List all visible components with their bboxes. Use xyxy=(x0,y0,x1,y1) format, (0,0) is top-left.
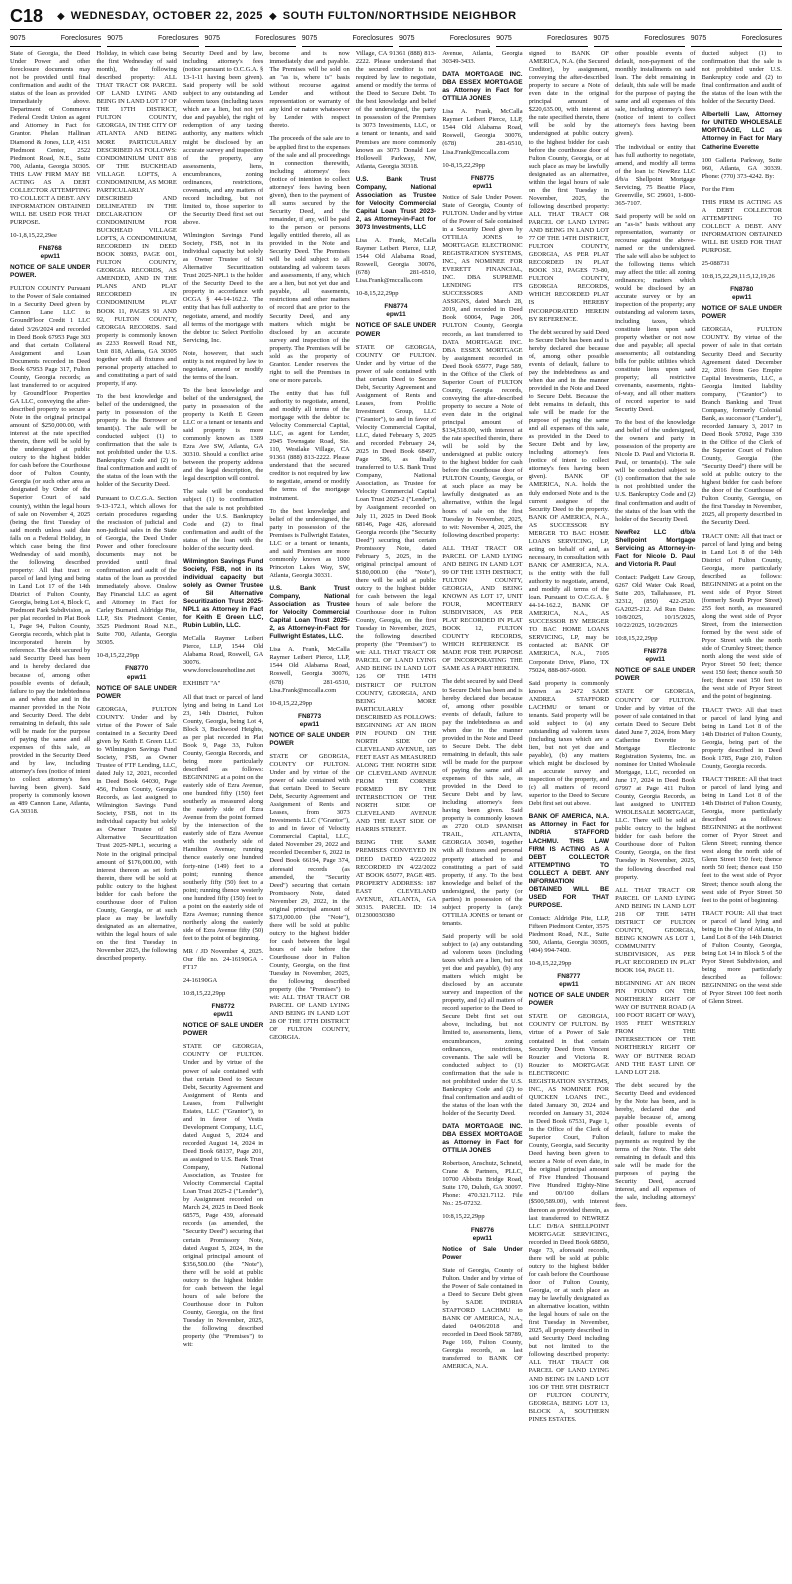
notice-paragraph: The sale will be conducted subject (1) to confirmation that the sale is not prohibited under the U.S. Bankruptcy Code and (2) to final confirmation and audit of the status of the loan with the holder of the security deed. xyxy=(182,488,264,552)
notice-column-3 xyxy=(183,50,263,1576)
page-number: C18 xyxy=(10,5,44,26)
notice-title: NOTICE OF SALE UNDER POWER xyxy=(182,1022,264,1038)
notice-paragraph: Lisa A. Frank, McCalla Raymer Leibert Pierce, LLP, 1544 Old Alabama Road, Roswell, Georgia 30076, (678) 281-6510, Lisa.Frank@mccalla.com xyxy=(355,237,437,285)
notice-paragraph: To the best knowledge and belief of the undersigned, the party in possession of the property is the Borrower or tenant(s). The sale will be conducted subject (1) to confirmation that the sale is not prohibited under the U.S. Bankruptcy Code and (2) to final confirmation and audit of the status of the loan with the holder of the Security Deed. xyxy=(96,392,177,489)
notice-code: epw11 xyxy=(731,294,752,302)
notice-paragraph: The individual or entity that has full authority to negotiate, amend, and modify all terms of the loan is: NewRez LLC d/b/a Shellpoint Mortgage Servicing, 75 Beattie Place, Greenville, SC 29601, 1-800-365-7107. xyxy=(615,143,696,207)
notice-title: NOTICE OF SALE UNDER POWER xyxy=(355,322,437,338)
diamond-separator-icon: ◆ xyxy=(57,10,65,22)
notice-id: FN8768 xyxy=(38,245,62,253)
notice-paragraph: TRACT THREE: All that tract or parcel of land lying and being in Land Lot 8 of the 14th District of Fulton County, Georgia, more particularly described as follows: BEGINNING at the northwest corner of Pryor Street and Glenn Street; running thence west along the north side of Glenn Street 150 feet; thence north 50 feet; thence east 150 feet to the west side of Pryor Street; thence south along the west side of Pryor Street 50 feet to the point of beginning. xyxy=(701,775,782,904)
firm-block: Albertelli Law, Attorney for UNITED WHOLESALE MORTGAGE, LLC as Attorney in Fact for Mary Catherine Everette xyxy=(701,111,782,151)
header-label: Foreclosures xyxy=(644,35,685,42)
notice-paragraph: Contact: Aldridge Pite, LLP, Fifteen Piedmont Center, 3575 Piedmont Road, N.E., Suite 500, Atlanta, Georgia 30305, (404) 994-7400. xyxy=(528,914,610,955)
notice-id: FN8774 xyxy=(384,303,408,311)
header-code: 9075 xyxy=(399,35,415,42)
notice-paragraph: Said property is commonly known as 2472 SADE ANDREA STAFFORD LACHMU or tenant or tenants. Said property will be sold subject to (a) any outstanding ad valorem taxes (including taxes which are a lien, but not yet due and payable), (b) any matters which might be disclosed by an accurate survey and inspection of the property, and (c) all matters of record superior to the Deed to Secure Debt first set out above. xyxy=(528,679,610,808)
notice-code: epw11 xyxy=(559,981,579,989)
run-dates: 10-8,15,22,29pp xyxy=(355,290,399,298)
column-header xyxy=(691,35,782,47)
header-code: 9075 xyxy=(10,35,26,42)
notice-paragraph: ALL THAT TRACT OR PARCEL OF LAND LYING AND BEING IN LAND LOT 99 OF THE 13TH DISTRICT, FULTON COUNTY, GEORGIA, AND BEING KNOWN AS LOT 17, UNIT FOUR, MONTEREY SUBDIVISION, AS PER PLAT RECORDED IN PLAT BOOK 12, FULTON COUNTY RECORDS, WHICH REFERENCE IS MADE FOR THE PURPOSE OF INCORPORATING THE SAME AS A PART HEREIN. xyxy=(442,544,523,673)
notices-body xyxy=(10,50,782,1576)
notice-paragraph: Lisa A. Frank, McCalla Raymer Leibert Pierce, LLP, 1544 Old Alabama Road, Roswell, Georgia 30076, (678) 281-6510, Lisa.Frank@mccalla.com xyxy=(269,646,350,694)
notice-id: FN8772 xyxy=(211,1003,235,1011)
notice-paragraph: STATE OF GEORGIA, COUNTY OF FULTON. Under and by virtue of the power of sale contained in that certain Deed to Secure Debt dated June 7, 2024, from Mary Catherine Everette to Mortgage Electronic Registration Systems, Inc. as nominee for United Wholesale Mortgage, LLC, recorded on June 17, 2024 in Deed Book 67997 at Page 411 Fulton County, Georgia Records, as last assigned to UNITED WHOLESALE MORTGAGE, LLC. There will be sold at public outcry to the highest bidder for cash before the Courthouse door of Fulton County, Georgia, on the first Tuesday in November, 2025, the following described real property. xyxy=(615,688,696,881)
notice-paragraph: STATE OF GEORGIA, COUNTY OF FULTON. Under and by virtue of the power of sale contained with that certain Deed to Secure Debt, Security Agreement and Assignment of Rents and Leases, from 3073 Investments LLC ("Grantor"), to and in favor of Velocity Commercial Capital, LLC, dated November 29, 2022 and recorded December 6, 2022 in Deed Book 66194, Page 374, aforesaid records (as amended, the "Security Deed") securing that certain Promissory Note, dated November 29, 2022, in the original principal amount of $173,000.00 (the "Note"), there will be sold at public outcry to the highest bidder for cash between the legal hours of sale before the Courthouse door in Fulton County, Georgia, on the first Tuesday in November, 2025, the following described property (the "Premises") to wit: ALL THAT TRACT OR PARCEL OF LAND LYING AND BEING IN LAND LOT 28 OF THE 17TH DISTRICT OF FULTON COUNTY, GEORGIA. xyxy=(269,752,350,1042)
run-dates: 10-8,15,22,29pp xyxy=(96,652,140,660)
notice-paragraph: other possible events of default, non-payment of the monthly installments on said loan. The debt remaining in default, this sale will be made for the purpose of paying the same and all expenses of this sale, including attorney's fees (notice of intent to collect attorney's fees having been given). xyxy=(615,50,696,138)
notice-paragraph: Pursuant to O.C.G.A. Section 9-13-172.1, which allows for certain procedures regarding the rescission of judicial and non-judicial sales in the State of Georgia, the Deed Under Power and other foreclosure documents may not be provided until final confirmation and audit of the status of the loan as provided immediately above. Onslow Bay Financial LLC as agent and Attorney in Fact for Carley Burnard. Aldridge Pite, LLP, Six Piedmont Center, 3525 Piedmont Road N.E., Suite 700, Atlanta, Georgia 30305. xyxy=(96,494,177,647)
notice-paragraph: Said property will be sold subject to (a) any outstanding ad valorem taxes (including taxes which are a lien, but not yet due and payable), (b) any matters which might be disclosed by an accurate survey and inspection of the property, and (c) all matters of record superior to the Deed to Secure Debt first set out above, including, but not limited to, assessments, liens, encumbrances, zoning ordinances, restrictions, covenants. The sale will be conducted subject to (1) confirmation that the sale is not prohibited under the U.S. Bankruptcy Code and (2) to final confirmation and audit of the status of the loan with the holder of the Security Deed. xyxy=(442,932,523,1117)
notice-paragraph: The debt secured by the Security Deed and evidenced by the Note has been, and is hereby, declared due and payable because of, among other possible events of default, failure to make the payments as required by the terms of the Note. The debt remaining in default and this sale will be made for the purposes of paying the Security Deed, accrued interest, and all expenses of the sale, including attorneys' fees. xyxy=(615,1081,696,1210)
notice-paragraph: GEORGIA, FULTON COUNTY. Under and by virtue of the Power of Sale contained in a Security Deed given by Keith E Green LLC to Wilmington Savings Fund Society, FSB, as Owner Trustee of FTF Lending, LLC, dated July 12, 2021, recorded in Deed Book 64030, Page 456, Fulton County, Georgia Records, as last assigned to Wilmington Savings Fund Society, FSB, not in its individual capacity but solely as Owner Trustee of Sil Alternative Securitization Trust 2025-NPL1, securing a Note in the original principal amount of $176,000.00, with interest thereon as set forth therein, there will be sold at public outcry to the highest bidder for cash before the courthouse door of Fulton County, Georgia, or at such place as may be lawfully designated as an alternative, within the legal hours of sale on the first Tuesday in November 2025, the following described property. xyxy=(96,705,177,963)
run-dates: 10:8,15,22,29pp xyxy=(182,990,226,998)
notice-paragraph: State of Georgia, the Deed Under Power and other foreclosure documents may not be provided until final confirmation and audit of the status of the loan as provided immediately above. Department of Commerce Federal Credit Union as agent and Attorney in Fact for Grantor. Phelan Hallinan Diamond & Jones, LLP, 4151 Piedmont Center, 2522 Piedmont Road, N.E., Suite 700, Atlanta, Georgia 30305. THIS LAW FIRM MAY BE ACTING AS A DEBT COLLECTOR ATTEMPTING TO COLLECT A DEBT. ANY INFORMATION OBTAINED WILL BE USED FOR THAT PURPOSE. xyxy=(10,50,91,226)
notice-paragraph: The debt secured by said Deed to Secure Debt has been and is hereby declared due because of, among other possible events of default, failure to pay the indebtedness as and when due in the manner provided in the Note and Deed to Secure Debt. The debt remaining in default, this sale will be made for the purpose of paying the same and all expenses of this sale, as provided in the Deed to Secure Debt and by law, including attorney's fees having been given. Said property is commonly known as 2720 OLD SPANISH TRAIL, ATLANTA, GEORGIA 30349, together with all fixtures and personal property attached to and constituting a part of said property, if any. To the best knowledge and belief of the undersigned, the party (or parties) in possession of the subject property is (are): OTTILIA JONES or tenant or tenants. xyxy=(442,678,523,927)
notice-code: epw11 xyxy=(126,673,147,681)
header-label: Foreclosures xyxy=(449,35,491,42)
notice-paragraph: signed to BANK OF AMERICA, N.A. (the Secured Creditor), by assignment, conveying the after-described property to secure a Note of even date in the original principal amount of $220,635.00, with interest at the rate specified therein, there will be sold by the undersigned at public outcry to the highest bidder for cash before the courthouse door of Fulton County, Georgia, or at such place as may be lawfully designated as an alternative, within the legal hours of sale on the first Tuesday in November, 2025, the following described property: ALL THAT TRACT OR PARCEL OF LAND LYING AND BEING IN LAND LOT 77 OF THE 14TH DISTRICT, FULTON COUNTY, GEORGIA, AS PER PLAT RECORDED IN PLAT BOOK 312, PAGES 73-80, FULTON COUNTY, GEORGIA RECORDS, WHICH RECORDED PLAT IS HEREBY INCORPORATED HEREIN BY REFERENCE. xyxy=(528,50,610,323)
notice-title: NOTICE OF SALE UNDER POWER. xyxy=(10,264,91,280)
notice-column-9 xyxy=(702,50,782,1576)
notice-paragraph: THIS FIRM IS ACTING AS A DEBT COLLECTOR ATTEMPTING TO COLLECT A DEBT. ANY INFORMATION OBTAINED WILL BE USED FOR THAT PURPOSE. xyxy=(701,198,782,255)
notice-column-7 xyxy=(529,50,609,1576)
header-code: 9075 xyxy=(496,35,512,42)
column-header xyxy=(10,35,101,47)
header-label: Foreclosures xyxy=(255,35,296,42)
notice-code: epw11 xyxy=(40,253,60,261)
notice-paragraph: For the Firm xyxy=(701,185,735,193)
notice-paragraph: Notice of Sale Under Power. State of Georgia, County of FULTON. Under and by virtue of the Power of Sale contained in a Security Deed given by OTTILIA JONES to MORTGAGE ELECTRONIC REGISTRATION SYSTEMS, INC., AS NOMINEE FOR EVERETT FINANCIAL, INC. DBA SUPREME LENDING ITS SUCCESSORS AND ASSIGNS, dated March 28, 2019, and recorded in Deed Book 60064, Page 206, FULTON County, Georgia records, as last transferred to DATA MORTGAGE INC. DBA ESSEX MORTGAGE by assignment recorded in Deed Book 65977, Page 589, in the Office of the Clerk of Superior Court of FULTON County, Georgia records, conveying the after-described property to secure a Note of even date in the original principal amount of $134,518.00, with interest at the rate specified therein, there will be sold by the undersigned at public outcry to the highest bidder for cash before the courthouse door of FULTON County, Georgia, or at such place as may be lawfully designated as an alternative, within the legal hours of sale on the first Tuesday in November, 2025, to wit: November 4, 2025, the following described property: xyxy=(442,193,523,539)
notice-title: NOTICE OF SALE UNDER POWER xyxy=(269,731,350,747)
run-dates: 10:8,15,22,29pp xyxy=(615,635,658,643)
notice-title: NOTICE OF SALE UNDER POWER xyxy=(96,684,177,700)
notice-paragraph: TRACT ONE: All that tract or parcel of land lying and being in Land Lot 8 of the 14th District of Fulton County, Georgia, more particularly described as follows: BEGINNING at a point on the west side of Pryor Street (formerly South Pryor Street) 255 feet north, as measured along the west side of Pryor Street, from the intersection formed by the west side of Pryor Street with the north side of Crumley Street; thence north along the west side of Pryor Street 50 feet; thence west 150 feet; thence south 50 feet; thence east 150 feet to the west side of Pryor Street and the point of beginning. xyxy=(701,532,782,701)
file-number: 24-16190GA xyxy=(182,977,218,985)
notice-paragraph: BEING THE SAME PREMISES CONVEYED IN DEED DATED 4/22/2022 RECORDED IN 4/22/2022 AT BOOK 65077, PAGE 485. PROPERTY ADDRESS: 187 EAST CLEVELAND AVENUE, ATLANTA, GA 30315. PARCEL ID: 14 012300030380 xyxy=(355,839,437,919)
run-dates: 10-8,15,22,29pp xyxy=(269,699,313,707)
diamond-separator-icon: ◆ xyxy=(269,10,277,22)
notice-id: FN8775 xyxy=(470,174,494,182)
run-dates: 10-8,15,22,29pp xyxy=(528,960,572,968)
notice-column-4 xyxy=(269,50,349,1576)
notice-paragraph: Said property will be sold on an "as-is" basis without any representation, warranty or recourse against the above-named or the undersigned. The sale will also be subject to the following items which may affect the title: all zoning ordinances; matters which would be disclosed by an accurate survey or by an inspection of the property; any outstanding ad valorem taxes, including taxes, which constitute liens upon said property whether or not now due and payable; all special assessments; all outstanding bills for public utilities which constitute liens upon said property; all restrictive covenants, easements, rights-of-way, and all other matters of record superior to said Security Deed. xyxy=(615,212,696,414)
notice-paragraph: The proceeds of the sale are to be applied first to the expenses of the sale and all proceedings in connection therewith, including attorneys' fees (notice of intention to collect attorneys' fees having been given), then to the payment of all sums secured by the Security Deed, and the remainder, if any, will be paid to the person or persons legally entitled thereto, all as provided in the Note and Security Deed. The Premises will be sold subject to all outstanding ad valorem taxes and assessments, if any, which are a lien, but not yet due and payable, all easements, restrictions and other matters of record that are prior to the Security Deed, and any matters which might be disclosed by an accurate survey and inspection of the property. The Premises will be sold as the property of Grantor. Lender reserves the right to sell the Premises in one or more parcels. xyxy=(269,135,350,384)
notice-id: FN8780 xyxy=(730,286,754,294)
notice-column-6 xyxy=(442,50,522,1576)
file-number: 25-088731 xyxy=(701,260,730,268)
notice-id: FN8778 xyxy=(643,648,667,656)
column-headers xyxy=(10,35,782,47)
notice-paragraph: Holiday, in which case being the first Wednesday of said month), the following described property: ALL THAT TRACT OR PARCEL OF LAND LYING AND BEING IN LAND LOT 17 OF THE 17TH DISTRICT, FULTON COUNTY, GEORGIA, IN THE CITY OF ATLANTA AND BEING MORE PARTICULARLY DESCRIBED AS FOLLOWS: CONDOMINIUM UNIT 818 OF THE BUCKHEAD VILLAGE LOFTS, A CONDOMINIUM, AS MORE PARTICULARLY DESCRIBED AND DELINEATED IN THE DECLARATION OF CONDOMINIUM FOR BUCKHEAD VILLAGE LOFTS, A CONDOMINIUM, RECORDED IN DEED BOOK 30893, PAGE 001, FULTON COUNTY, GEORGIA RECORDS, AS AMENDED, AND IN THE PLANS AND PLAT RECORDED IN CONDOMINIUM PLAT BOOK 11, PAGES 91 AND 92, FULTON COUNTY, GEORGIA RECORDS. Said property is commonly known as 2233 Roswell Road NE, Unit 818, Atlanta, GA 30305 together with all fixtures and personal property attached to and constituting a part of said property, if any. xyxy=(96,50,177,387)
notice-paragraph: Robertson, Anschutz, Schneid, Crane & Partners, PLLC, 10700 Abbotts Bridge Road, Suite 170, Duluth, GA 30097. Phone: 470.321.7112. File No.: 25-07232. xyxy=(442,1160,523,1208)
notice-paragraph: Lisa A. Frank, McCalla Raymer Leibert Pierce, LLP, 1544 Old Alabama Road, Roswell, Georgia 30076, (678) 281-6510, Lisa.Frank@mccalla.com xyxy=(442,108,523,156)
notice-paragraph: Note, however, that such entity is not required by law to negotiate, amend or modify the terms of the loan. xyxy=(182,349,264,381)
notice-id: FN8777 xyxy=(557,973,581,981)
notice-paragraph: STATE OF GEORGIA, COUNTY OF FULTON. By virtue of a Power of Sale contained in that certain Security Deed from Vincent Rouzier and Victoria R. Rouzier to MORTGAGE ELECTRONIC REGISTRATION SYSTEMS, INC., AS NOMINEE FOR QUICKEN LOANS INC., dated January 30, 2024 and recorded on January 31, 2024 in Deed Book 67531, Page 1, in the Office of the Clerk of Superior Court, Fulton County, Georgia, said Security Deed having been given to secure a Note of even date, in the original principal amount of Five Hundred Thousand Five Hundred Eighty-Nine and 00/100 dollars ($500,589.00), with interest thereon as provided therein, as last transferred to NEWREZ LLC D/B/A SHELLPOINT MORTGAGE SERVICING, recorded in Deed Book 68850, Page 73, aforesaid records, there will be sold at public outcry to the highest bidder for cash before the Courthouse door of Fulton County, Georgia, or at such place as may be lawfully designated as an alternative location, within the legal hours of sale on the first Tuesday in November, 2025, all property described in said Security Deed including but not limited to the following described property: ALL THAT TRACT OR PARCEL OF LAND LYING AND BEING IN LAND LOT 106 OF THE 9TH DISTRICT OF FULTON COUNTY, GEORGIA, BEING LOT 13, BLOCK A, SOUTHERN PINES ESTATES. xyxy=(528,1013,610,1423)
notice-paragraph: Village, CA 91361 (888) 813-2222. Please understand that the secured creditor is not required by law to negotiate, amend or modify the terms of the Deed to Secure Debt. To the best knowledge and belief of the undersigned, the party in possession of the Premises is 3073 Investments, LLC, or a tenant or tenants, and said Premises are more commonly known as 3073 Donald Lee Hollowell Parkway, NW, Atlanta, Georgia 30318. xyxy=(355,50,437,170)
notice-paragraph: Contact: Padgett Law Group, 6267 Old Water Oak Road, Suite 203, Tallahassee, FL 32312, (850) 422-2520. GA2025-212. Ad Run Dates: 10/8/2025, 10/15/2025, 10/22/2025, 10/29/2025 xyxy=(615,573,696,630)
column-header xyxy=(399,35,490,47)
notice-column-8 xyxy=(615,50,695,1576)
notice-paragraph: BEGINNING AT AN IRON PIN FOUND ON THE NORTHERLY RIGHT OF WAY OF BUTNER ROAD (A 100 FOOT RIGHT OF WAY), 1935 FEET WESTERLY FROM THE INTERSECTION OF THE NORTHERLY RIGHT OF WAY OF BUTNER ROAD AND THE EAST LINE OF LAND LOT 218. xyxy=(615,980,696,1076)
notice-code: epw11 xyxy=(645,656,666,664)
header-label: Foreclosures xyxy=(158,35,199,42)
notice-code: epw11 xyxy=(299,720,320,728)
notice-paragraph: STATE OF GEORGIA, COUNTY OF FULTON. Under and by virtue of the power of sale contained with that certain Deed to Secure Debt, Security Agreement and Assignment of Rents and Leases, from Prolific Investment Group, LLC ("Grantor"), to and in favor of Velocity Commercial Capital, LLC, dated February 5, 2025 and recorded February 24, 2025 in Deed Book 68497, Page 586, as finally transferred to U.S. Bank Trust Company, National Association, as Trustee for Velocity Commercial Capital Loan Trust 2025-2 ("Lender"), by Assignment recorded on July 11, 2025 in Deed Book 68146, Page 426, aforesaid Georgia records (the "Security Deed") securing that certain Promissory Note, dated February 5, 2025, in the original principal amount of $180,000.00 (the "Note"), there will be sold at public outcry to the highest bidder for cash between the legal hours of sale before the Courthouse door in Fulton County, Georgia, on the first Tuesday in November, 2025, the following described property (the "Premises") to wit: ALL THAT TRACT OR PARCEL OF LAND LYING AND BEING IN LAND LOT 126 OF THE 14TH DISTRICT OF FULTON COUNTY, GEORGIA, AND BEING MORE PARTICULARLY DESCRIBED AS FOLLOWS: BEGINNING AT AN IRON PIN FOUND ON THE NORTH SIDE OF CLEVELAND AVENUE, 185 FEET EAST AS MEASURED ALONG THE NORTH SIDE OF CLEVELAND AVENUE FROM THE CORNER FORMED BY THE INTERSECTION OF THE NORTH SIDE OF CLEVELAND AVENUE AND THE EAST SIDE OF HARRIS STREET. xyxy=(355,343,437,834)
notice-title: NOTICE OF SALE UNDER POWER xyxy=(528,992,610,1008)
notice-paragraph: McCalla Raymer Leibert Pierce, LLP, 1544 Old Alabama Road, Roswell, GA 30076. www.foreclosurehotline.net xyxy=(182,635,264,675)
notice-column-1 xyxy=(10,50,90,1576)
notice-id: FN8770 xyxy=(125,665,149,673)
notice-title: NOTICE OF SALE UNDER POWER xyxy=(615,667,696,683)
notice-paragraph: All that tract or parcel of land lying and being in Land Lot 23, 14th District, Fulton County, Georgia, being Lot 4, Block 3, Buckwood Heights, as per plat recorded in Plat Book 9, Page 33, Fulton County, Georgia Records, and being more particularly described as follows: BEGINNING at a point on the easterly side of Ezra Avenue, one hundred fifty (150) feet southerly as measured along the easterly side of Ezra Avenue from the point formed by the intersection of the easterly side of Ezra Avenue with the southerly side of Hamilton Avenue; running thence easterly one hundred forty-nine (149) feet to a point; running thence southerly fifty (50) feet to a point; running thence westerly one hundred fifty (150) feet to a point on the easterly side of Ezra Avenue; running thence northerly along the easterly side of Ezra Avenue fifty (50) feet to the point of beginning. xyxy=(182,693,264,942)
notice-column-2 xyxy=(96,50,176,1576)
notice-paragraph: Security Deed and by law, including attorney's fees (notice pursuant to O.C.G.A. § 13-1-11 having been given). Said property will be sold subject to any outstanding ad valorem taxes (including taxes which are a lien, but not yet due and payable), the right of redemption of any taxing authority, any matters which might be disclosed by an accurate survey and inspection of the property, any assessments, liens, encumbrances, zoning ordinances, restrictions, covenants, and any matters of record including, but not limited to, those superior to the Security Deed first set out above. xyxy=(182,50,264,226)
masthead-section: SOUTH FULTON/NORTHSIDE NEIGHBOR xyxy=(282,10,517,22)
notice-paragraph: Wilmington Savings Fund Society, FSB, not in its individual capacity but solely as Owner Trustee of Sil Alternative Securitization Trust 2025-NPL1 is the holder of the Security Deed to the property in accordance with OCGA § 44-14-162.2. The entity that has full authority to negotiate, amend, and modify all terms of the mortgage with the debtor is: Select Portfolio Servicing, Inc. xyxy=(182,232,264,344)
header-code: 9075 xyxy=(301,35,318,42)
notice-paragraph: To the best knowledge and belief of the undersigned, the party in possession of the Premises is Fullwright Estates, LLC or a tenant or tenants, and said Premises are more commonly known as 1000 Princeton Lakes Way, SW, Atlanta, Georgia 30331. xyxy=(269,507,350,579)
notice-paragraph: TRACT TWO: All that tract or parcel of land lying and being in Land Lot 8 of the 14th District of Fulton County, Georgia, being part of the property described in Deed Book 1785, Page 210, Fulton County, Georgia records. xyxy=(701,706,782,770)
header-code: 9075 xyxy=(593,35,610,42)
notice-paragraph: To the best of the knowledge and belief of the undersigned, the owners and party in possession of the property are Nicole D. Paul and Victoria R. Paul, or tenants(s). The sale will be conducted subject to (1) confirmation that the sale is not prohibited under the U.S. Bankruptcy Code and (2) final confirmation and audit of the status of the loan with the holder of the Security Deed. xyxy=(615,419,696,523)
header-label: Foreclosures xyxy=(547,35,588,42)
firm-block: DATA MORTGAGE INC. DBA ESSEX MORTGAGE as Attorney in Fact for OTTILIA JONES xyxy=(442,1123,523,1155)
notice-paragraph: ducted subject (1) to confirmation that the sale is not prohibited under U.S. Bankruptcy code and (2) to final confirmation and audit of the status of the loan with the holder of the Security Deed. xyxy=(701,50,782,106)
run-dates: 10:8,15,22,29,11:5,12,19,26 xyxy=(701,273,775,281)
notice-code: epw11 xyxy=(213,1011,233,1019)
notice-paragraph: ALL THAT TRACT OR PARCEL OF LAND LYING AND BEING IN LAND LOT 218 OF THE 14TH DISTRICT OF FULTON COUNTY, GEORGIA, BEING KNOWN AS LOT 1, COMMUNITY SUBDIVISION, AS PER PLAT RECORDED IN PLAT BOOK 164, PAGE 11. xyxy=(615,886,696,975)
run-dates: 10:8,15,22,29pp xyxy=(442,1213,485,1221)
column-header xyxy=(594,35,685,47)
firm-block: BANK OF AMERICA, N.A. as Attorney in Fact for INDRIA STAFFORD LACHMU. THIS LAW FIRM IS ACTING AS A DEBT COLLECTOR ATTEMPTING TO COLLECT A DEBT. ANY INFORMATION OBTAINED WILL BE USED FOR THAT PURPOSE. xyxy=(528,813,610,909)
notice-code: epw11 xyxy=(472,1234,493,1242)
notice-code: epw11 xyxy=(386,311,406,319)
notice-paragraph: 100 Galleria Parkway, Suite 960, Atlanta, GA 30339. Phone: (770) 373-4242. By: xyxy=(701,156,782,180)
column-header xyxy=(302,35,393,47)
masthead xyxy=(10,5,782,27)
header-label: Foreclosures xyxy=(60,35,102,42)
header-label: Foreclosures xyxy=(352,35,393,42)
firm-block: NewRez LLC d/b/a Shellpoint Mortgage Servicing as Attorney-in-Fact for Nicole D. Paul and Victoria R. Paul xyxy=(615,528,696,568)
notice-paragraph: To the best knowledge and belief of the undersigned, the party in possession of the property is Keith E Green LLC or a tenant or tenants and said property is more commonly known as 1389 Ezra Ave SW, Atlanta, GA 30310. Should a conflict arise between the property address and the legal description, the legal description will control. xyxy=(182,386,264,483)
firm-block: DATA MORTGAGE INC. DBA ESSEX MORTGAGE as Attorney in Fact for OTTILIA JONES xyxy=(442,71,523,103)
notice-paragraph: STATE OF GEORGIA, COUNTY OF FULTON. Under and by virtue of the power of sale contained with that certain Deed to Secure Debt, Security Agreement and Assignment of Rents and Leases, from Fullwright Estates, LLC ("Grantor"), to and in favor of Vestis Development Company, LLC, dated August 5, 2024 and recorded August 14, 2024 in Deed Book 68137, Page 201, as assigned to U.S. Bank Trust Company, National Association, as Trustee for Velocity Commercial Capital Loan Trust 2025-2 ("Lender"), by Assignment recorded on March 24, 2025 in Deed Book 68575, Page 439, aforesaid records (as amended, the "Security Deed") securing that certain Promissory Note, dated August 5, 2024, in the original principal amount of $356,500.00 (the "Note"), there will be sold at public outcry to the highest bidder for cash between the legal hours of sale before the Courthouse door in Fulton County, Georgia, on the first Tuesday in November, 2025, the following described property (the "Premises") to wit: xyxy=(182,1043,264,1349)
notice-column-5 xyxy=(356,50,436,1576)
header-label: Foreclosures xyxy=(741,35,782,42)
notice-paragraph: TRACT FOUR: All that tract or parcel of land lying and being in the City of Atlanta, in Land Lot 8 of the 14th District of Fulton County, Georgia, being Lot 14 in Block 5 of the Pryor Street Subdivision, and being more particularly described as follows: BEGINNING on the west side of Pryor Street 100 feet north of Glenn Street. xyxy=(701,909,782,1006)
column-header xyxy=(107,35,198,47)
notice-paragraph: GEORGIA, FULTON COUNTY. By virtue of the power of sale in that certain Security Deed and Security Agreement dated December 22, 2016 from Geo Empire Capital Investments, LLC, a Georgia limited liability company, ("Grantor") to Branch Banking and Trust Company, formerly Colonial Bank, as successor ("Lender"), recorded January 3, 2017 in Deed Book 57092, Page 339 in the Office of the Clerk of the Superior Court of Fulton County, Georgia (the "Security Deed") there will be sold at public outcry to the highest bidder for cash before the door of the Courthouse of Fulton County, Georgia, on the first Tuesday in November, 2025, all property described in the Security Deed. xyxy=(701,326,782,527)
run-dates: 10-8,15,22,29pp xyxy=(442,161,485,169)
header-code: 9075 xyxy=(204,35,221,42)
firm-block: U.S. Bank Trust Company, National Association as Trustee for Velocity Commercial Capital Loan Trust 2023-2, as Attorney-in-Fact for 3073 Investments, LLC xyxy=(355,175,437,231)
header-code: 9075 xyxy=(107,35,123,42)
notice-code: epw11 xyxy=(472,182,493,190)
notice-paragraph: MR / JD November 4, 2025. Our file no. 24-16190GA - FT17 xyxy=(182,947,264,972)
masthead-date: WEDNESDAY, OCTOBER 22, 2025 xyxy=(70,10,263,22)
firm-block: U.S. Bank Trust Company, National Association as Trustee for Velocity Commercial Capital Loan Trust 2025-2, as Attorney-in-Fact for Fullwright Estates, LLC. xyxy=(269,585,350,641)
notice-title: NOTICE OF SALE UNDER POWER xyxy=(701,305,782,321)
notice-id: FN8773 xyxy=(297,712,322,720)
run-dates: 10-1,8,15,22,29ee xyxy=(10,232,57,240)
notice-title: Notice of Sale Under Power xyxy=(442,1245,523,1261)
notice-paragraph: The debt secured by said Deed to Secure Debt has been and is hereby declared due because of, among other possible events of default, failure to pay the indebtedness as and when due and in the manner provided in the Note and Deed to Secure Debt. Because the debt remains in default, this sale will be made for the purpose of paying the same and all expenses of this sale, as provided in the Deed to Secure Debt and by law, including attorney's fees (notice of intent to collect attorney's fees having been given). BANK OF AMERICA, N.A. holds the duly endorsed Note and is the current assignee of the Security Deed to the property. BANK OF AMERICA, N.A., AS SUCCESSOR BY MERGER TO BAC HOME LOANS SERVICING, LP, acting on behalf of and, as necessary, in consultation with BANK OF AMERICA, N.A. is the entity with the full authority to negotiate, amend, and modify all terms of the loan. Pursuant to O.C.G.A. § 44-14-162.2, BANK OF AMERICA, N.A., AS SUCCESSOR BY MERGER TO BAC HOME LOANS SERVICING, LP, may be contacted at: BANK OF AMERICA, N.A., 7105 Corporate Drive, Plano, TX 75024, 888-867-6600. xyxy=(528,328,610,674)
column-header xyxy=(205,35,296,47)
notice-paragraph: The entity that has full authority to negotiate, amend, and modify all terms of the mortgage with the debtor is: Velocity Commercial Capital, LLC, as agent for Lender, 2945 Townsgate Road, Ste. 110, Westlake Village, CA 91361 (888) 813-2222. Please understand that the secured creditor is not required by law to negotiate, amend or modify the terms of the mortgage instrument. xyxy=(269,389,350,502)
header-code: 9075 xyxy=(690,35,707,42)
firm-block: Wilmington Savings Fund Society, FSB, not in its individual capacity but solely as Owner Trustee of Sil Alternative Securitization Trust 2025-NPL1 as Attorney in Fact for Keith E Green LLC, Rubin Lublin, LLC. xyxy=(182,557,264,630)
column-header xyxy=(496,35,587,47)
masthead-rule xyxy=(10,29,782,30)
notice-paragraph: State of Georgia, County of Fulton. Under and by virtue of the Power of Sale contained in a Deed to Secure Debt given by SADE INDRIA STAFFORD LACHMU to BANK OF AMERICA, N.A., dated 04/06/2018 and recorded in Deed Book 58789, Page 169, Fulton County, Georgia records, as last transferred to BANK OF AMERICA, N.A. xyxy=(442,1266,523,1371)
notice-paragraph: FULTON COUNTY Pursuant to the Power of Sale contained in a Security Deed given by Cannon Lane LLC to GroundFloor Credit 1 LLC dated 3/26/2024 and recorded in Deed Book 67953 Page 303 and that certain Collateral Assignment and Loan Documents recorded in Deed Book 67953 Page 317, Fulton County, Georgia records; as last transferred to or acquired by GroundFloor Properties GA LLC, conveying the after-described property to secure a Note in the original principal amount of $250,000.00, with interest at the rate specified therein, there will be sold by the undersigned at public outcry to the highest bidder for cash before the Courthouse door of Fulton County, Georgia (or such other area as designated by Order of the Superior Court of said county), within the legal hours of sale on November 4, 2025 (being the first Tuesday of said month unless said date falls on a Federal Holiday, in which case being the first Wednesday of said month), the following described property: All that tract or parcel of land lying and being in Land Lot 17 of the 14th District of Fulton County, Georgia, being Lot 4, Block C, Piedmont Park Subdivision, as per plat recorded in Plat Book 1, Page 94, Fulton County, Georgia records, which plat is incorporated herein by reference. The debt secured by said Security Deed has been and is hereby declared due because of, among other possible events of default, failure to pay the indebtedness as and when due and in the manner provided in the Note and Security Deed. The debt remaining in default, this sale will be made for the purpose of paying the same and all expenses of this sale, as provided in the Security Deed and by law, including attorney's fees (notice of intent to collect attorney's fees having been given). Said property is commonly known as 489 Cannon Lane, Atlanta, GA 30318. xyxy=(10,285,91,816)
notice-id: FN8776 xyxy=(470,1226,494,1234)
notice-paragraph: Avenue, Atlanta, Georgia 30349-3433. xyxy=(442,50,523,66)
notice-paragraph: become and is now immediately due and payable. The Premises will be sold on an "as is, where is" basis without recourse against Lender and without representation or warranty of any kind or nature whatsoever by Lender with respect thereto. xyxy=(269,50,350,130)
exhibit-label: EXHIBIT "A" xyxy=(182,680,221,688)
